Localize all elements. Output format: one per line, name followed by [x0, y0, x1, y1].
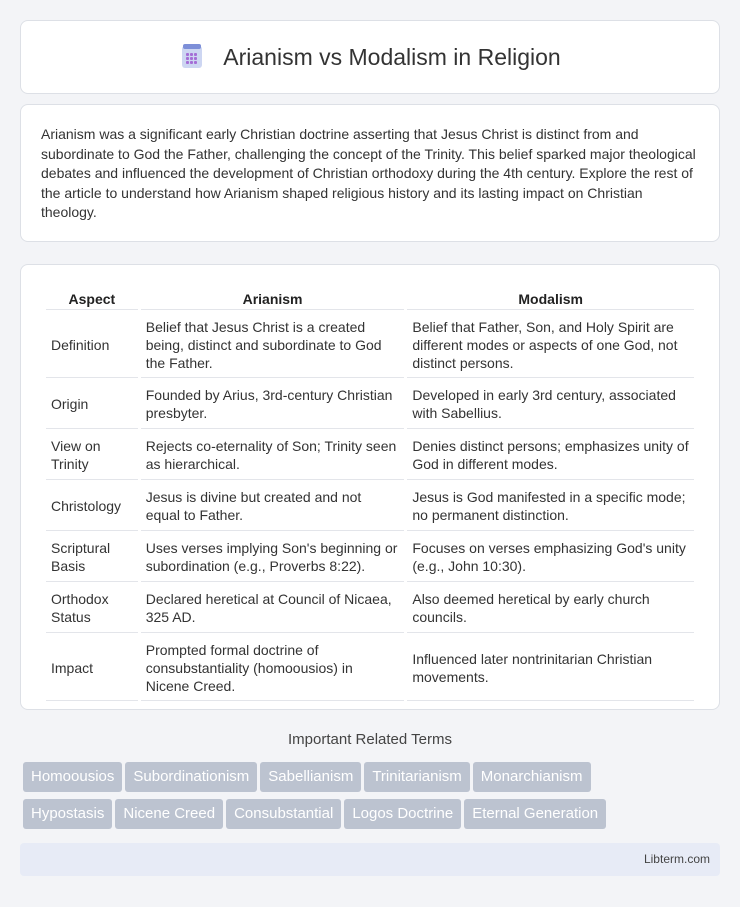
header-arianism: Arianism: [141, 287, 405, 310]
footer: [20, 843, 720, 876]
table-row: [46, 312, 694, 378]
cell-arianism: Declared heretical at Council of Nicaea, 325 AD.: [141, 584, 405, 633]
clipboard-list-icon: [179, 44, 205, 70]
cell-modalism: Belief that Father, Son, and Holy Spirit are different modes or aspects of one God, not distinct persons.: [407, 312, 694, 378]
cell-aspect: Scriptural Basis: [46, 533, 138, 582]
cell-modalism: Jesus is God manifested in a specific mode; no permanent distinction.: [407, 482, 694, 531]
related-term-tag[interactable]: Monarchianism: [473, 762, 591, 792]
comparison-table: [43, 285, 697, 703]
related-term-tag[interactable]: Consubstantial: [226, 799, 341, 829]
comparison-table-card: [20, 264, 720, 710]
cell-modalism: Focuses on verses emphasizing God's unity (e.g., John 10:30).: [407, 533, 694, 582]
header-modalism: Modalism: [407, 287, 694, 310]
table-row: [46, 380, 694, 429]
cell-aspect: Orthodox Status: [46, 584, 138, 633]
page-title: Arianism vs Modalism in Religion: [223, 43, 561, 70]
cell-aspect: View on Trinity: [46, 431, 138, 480]
cell-arianism: Rejects co-eternality of Son; Trinity seen as hierarchical.: [141, 431, 405, 480]
related-term-tag[interactable]: Nicene Creed: [115, 799, 223, 829]
cell-arianism: Belief that Jesus Christ is a created being, distinct and subordinate to God the Father.: [141, 312, 405, 378]
related-term-tag[interactable]: Trinitarianism: [364, 762, 469, 792]
cell-aspect: Origin: [46, 380, 138, 429]
related-term-tag[interactable]: Logos Doctrine: [344, 799, 461, 829]
related-term-tag[interactable]: Hypostasis: [23, 799, 112, 829]
table-row: [46, 431, 694, 480]
cell-aspect: Definition: [46, 312, 138, 378]
cell-modalism: Denies distinct persons; emphasizes unity of God in different modes.: [407, 431, 694, 480]
intro-card: [20, 104, 720, 242]
cell-modalism: Also deemed heretical by early church councils.: [407, 584, 694, 633]
cell-arianism: Founded by Arius, 3rd-century Christian presbyter.: [141, 380, 405, 429]
related-term-tag[interactable]: Sabellianism: [260, 762, 361, 792]
related-term-tag[interactable]: Eternal Generation: [464, 799, 606, 829]
table-row: [46, 584, 694, 633]
cell-arianism: Jesus is divine but created and not equal to Father.: [141, 482, 405, 531]
related-term-tag[interactable]: Subordinationism: [125, 762, 257, 792]
table-row: [46, 635, 694, 701]
cell-arianism: Prompted formal doctrine of consubstantiality (homoousios) in Nicene Creed.: [141, 635, 405, 701]
cell-aspect: Christology: [46, 482, 138, 531]
footer-brand[interactable]: Libterm.com: [643, 852, 710, 866]
cell-modalism: Influenced later nontrinitarian Christian movements.: [407, 635, 694, 701]
related-terms-title: Important Related Terms: [288, 731, 452, 748]
related-term-tag[interactable]: Homoousios: [23, 762, 122, 792]
related-terms-list: [23, 762, 723, 836]
cell-aspect: Impact: [46, 635, 138, 701]
header-card: [20, 20, 720, 94]
intro-text: Arianism was a significant early Christian doctrine asserting that Jesus Christ is distinct from and subordinate to God the Father, challenging the concept of the Trinity. This belief sparked major theological debates and influenced the development of Christian orthodoxy during the 4th century. Explore the rest of the article to understand how Arianism shaped religious history and its lasting impact on Christian theology.: [41, 126, 696, 220]
cell-arianism: Uses verses implying Son's beginning or subordination (e.g., Proverbs 8:22).: [141, 533, 405, 582]
table-row: [46, 533, 694, 582]
table-row: [46, 482, 694, 531]
header-aspect: Aspect: [46, 287, 138, 310]
table-header-row: [46, 287, 694, 310]
cell-modalism: Developed in early 3rd century, associated with Sabellius.: [407, 380, 694, 429]
